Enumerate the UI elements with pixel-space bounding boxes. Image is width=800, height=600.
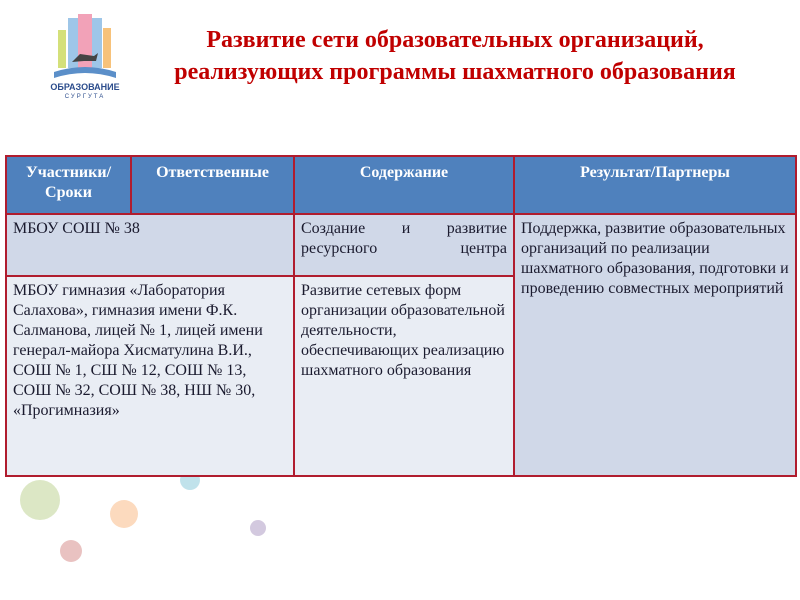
participants-cell: МБОУ СОШ № 38 <box>6 214 294 276</box>
header-result: Результат/Партнеры <box>514 156 796 214</box>
title-line-1: Развитие сети образовательных организаций, <box>206 27 704 53</box>
title-line-2: реализующих программы шахматного образования <box>174 59 736 85</box>
result-cell: Поддержка, развитие образовательных организаций по реализации шахматного образования, подготовки и проведению совместных мероприятий <box>514 214 796 476</box>
content-cell: Развитие сетевых форм организации образовательной деятельности, обеспечивающих реализацию шахматного образования <box>294 276 514 476</box>
content-cell: Создание и развитие ресурсного центра <box>294 214 514 276</box>
svg-text:ОБРАЗОВАНИЕ: ОБРАЗОВАНИЕ <box>50 82 120 92</box>
header-content: Содержание <box>294 156 514 214</box>
header-responsible: Ответственные <box>131 156 294 214</box>
slide-title <box>130 24 780 88</box>
table-row <box>6 214 796 276</box>
participants-cell: МБОУ гимназия «Лаборатория Салахова», гимназия имени Ф.К. Салманова, лицей № 1, лицей имени генерал-майора Хисматулина В.И., СОШ № 1, СШ № 12, СОШ № 13, СОШ № 32, СОШ № 38, НШ № 30, «Прогимназия» <box>6 276 294 476</box>
svg-text:СУРГУТА: СУРГУТА <box>64 94 106 100</box>
table-header-row <box>6 156 796 214</box>
logo <box>50 10 120 100</box>
chess-network-table <box>5 155 797 477</box>
header-participants: Участники/ Сроки <box>6 156 131 214</box>
